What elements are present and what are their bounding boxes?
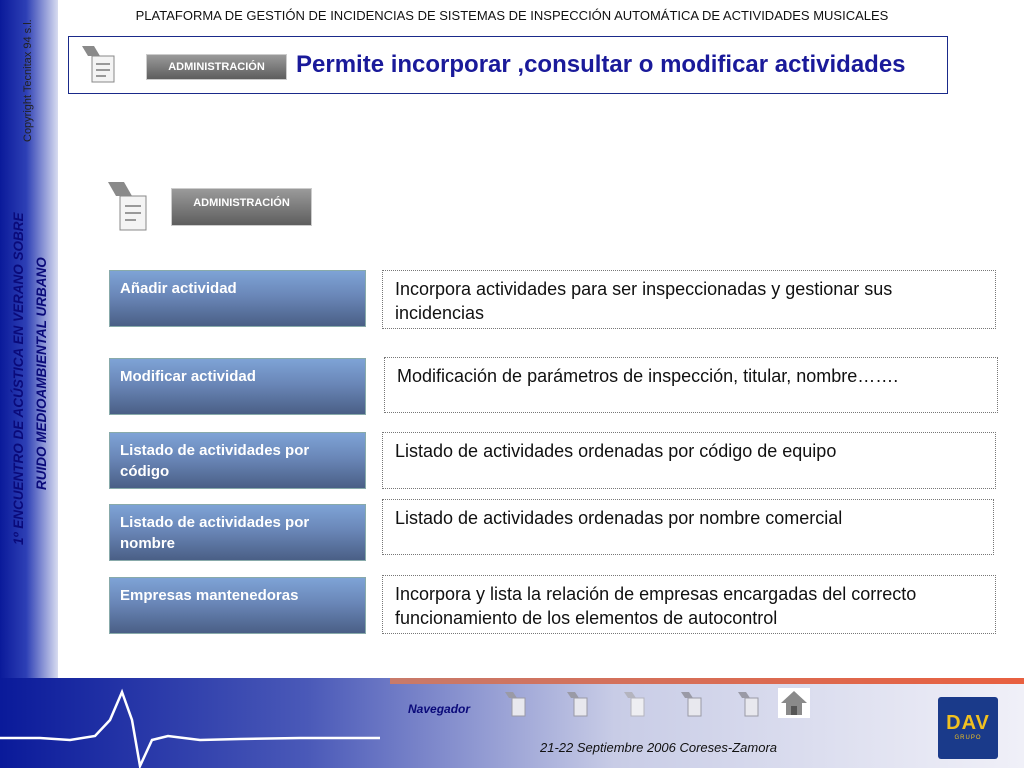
event-date: 21-22 Septiembre 2006 Coreses-Zamora	[540, 740, 778, 755]
modify-activity-description: Modificación de parámetros de inspección, titular, nombre…….	[384, 357, 998, 413]
nav-document-icon[interactable]	[738, 692, 760, 718]
section-admin-tag: ADMINISTRACIÓN	[171, 188, 312, 226]
copyright: Copyright Tecnitax 94 s.l.	[22, 19, 34, 142]
modify-activity-button[interactable]: Modificar actividad	[109, 358, 366, 415]
nav-document-icon[interactable]	[681, 692, 703, 718]
navigator-label: Navegador	[408, 702, 471, 716]
list-by-code-button[interactable]: Listado de actividades por código	[109, 432, 366, 489]
footer-accent-line	[390, 678, 1024, 684]
nav-document-icon[interactable]	[624, 692, 646, 718]
dav-logo-text: DAV	[946, 712, 990, 734]
home-icon	[778, 688, 810, 718]
page-title: Permite incorporar ,consultar o modificar actividades	[296, 51, 906, 78]
waveform-graphic	[0, 680, 380, 768]
list-by-name-description: Listado de actividades ordenadas por nombre comercial	[382, 499, 994, 555]
document-icon	[106, 180, 150, 234]
event-title-line1: 1º ENCUENTRO DE ACÚSTICA EN VERANO SOBRE	[11, 212, 26, 545]
nav-document-icon[interactable]	[505, 692, 527, 718]
event-title-line2: RUIDO MEDIOAMBIENTAL URBANO	[34, 257, 49, 490]
list-by-code-description: Listado de actividades ordenadas por código de equipo	[382, 432, 996, 489]
list-by-name-button[interactable]: Listado de actividades por nombre	[109, 504, 366, 561]
maintenance-companies-description: Incorpora y lista la relación de empresas encargadas del correcto funcionamiento de los elementos de autocontrol	[382, 575, 996, 634]
platform-title: PLATAFORMA DE GESTIÓN DE INCIDENCIAS DE SISTEMAS DE INSPECCIÓN AUTOMÁTICA DE ACTIVIDADES MUSICALES	[135, 8, 889, 23]
nav-document-icon[interactable]	[567, 692, 589, 718]
header-admin-tag: ADMINISTRACIÓN	[146, 54, 287, 80]
add-activity-description: Incorpora actividades para ser inspeccionadas y gestionar sus incidencias	[382, 270, 996, 329]
maintenance-companies-button[interactable]: Empresas mantenedoras	[109, 577, 366, 634]
home-button[interactable]	[778, 688, 810, 718]
dav-logo-subtext: GRUPO	[954, 735, 982, 741]
dav-logo	[938, 697, 998, 759]
add-activity-button[interactable]: Añadir actividad	[109, 270, 366, 327]
document-icon	[80, 44, 120, 84]
